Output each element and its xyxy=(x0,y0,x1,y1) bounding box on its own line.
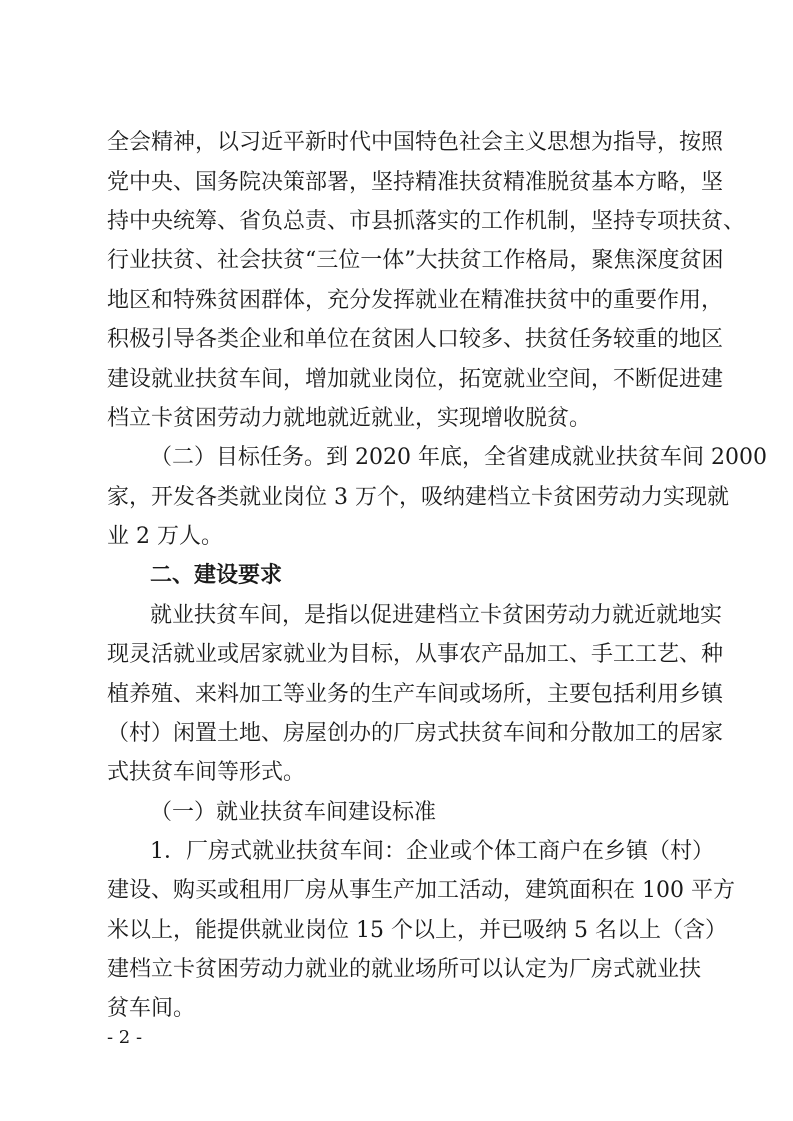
body-line-3: 持中央统筹、省负总责、市县抓落实的工作机制，坚持专项扶贫、 xyxy=(107,209,746,234)
body-line-4: 行业扶贫、社会扶贫“三位一体”大扶贫工作格局，聚焦深度贫困 xyxy=(107,248,724,273)
standard-line-2: 建设、购买或租用厂房从事生产加工活动，建筑面积在 100 平方 xyxy=(107,878,735,903)
subsection-heading: （一）就业扶贫车间建设标准 xyxy=(150,800,437,825)
definition-line-2: 现灵活就业或居家就业为目标，从事农产品加工、手工工艺、种 xyxy=(107,642,724,667)
standard-line-3: 米以上，能提供就业岗位 15 个以上，并已吸纳 5 名以上（含） xyxy=(107,918,727,943)
standard-line-1: 1．厂房式就业扶贫车间：企业或个体工商户在乡镇（村） xyxy=(150,839,714,864)
body-line-1: 全会精神，以习近平新时代中国特色社会主义思想为指导，按照 xyxy=(107,130,724,155)
standard-line-4: 建档立卡贫困劳动力就业的就业场所可以认定为厂房式就业扶 xyxy=(107,957,702,982)
definition-line-5: 式扶贫车间等形式。 xyxy=(107,760,306,785)
definition-line-1: 就业扶贫车间，是指以促进建档立卡贫困劳动力就近就地实 xyxy=(150,603,723,628)
body-line-5: 地区和特殊贫困群体，充分发挥就业在精准扶贫中的重要作用， xyxy=(107,288,724,313)
definition-line-4: （村）闲置土地、房屋创办的厂房式扶贫车间和分散加工的居家 xyxy=(107,721,724,746)
body-line-2: 党中央、国务院决策部署，坚持精准扶贫精准脱贫基本方略，坚 xyxy=(107,170,724,195)
body-line-8: 档立卡贫困劳动力就地就近就业，实现增收脱贫。 xyxy=(107,406,592,431)
body-line-7: 建设就业扶贫车间，增加就业岗位，拓宽就业空间，不断促进建 xyxy=(107,367,724,392)
target-task-line-3: 业 2 万人。 xyxy=(107,524,223,549)
definition-line-3: 植养殖、来料加工等业务的生产车间或场所，主要包括利用乡镇 xyxy=(107,682,724,707)
section-heading: 二、建设要求 xyxy=(150,563,283,588)
target-task-line-1: （二）目标任务。到 2020 年底，全省建成就业扶贫车间 2000 xyxy=(150,445,767,470)
page-number: - 2 - xyxy=(107,1027,143,1048)
standard-line-5: 贫车间。 xyxy=(107,996,196,1021)
target-task-line-2: 家，开发各类就业岗位 3 万个，吸纳建档立卡贫困劳动力实现就 xyxy=(107,485,729,510)
body-line-6: 积极引导各类企业和单位在贫困人口较多、扶贫任务较重的地区 xyxy=(107,327,724,352)
